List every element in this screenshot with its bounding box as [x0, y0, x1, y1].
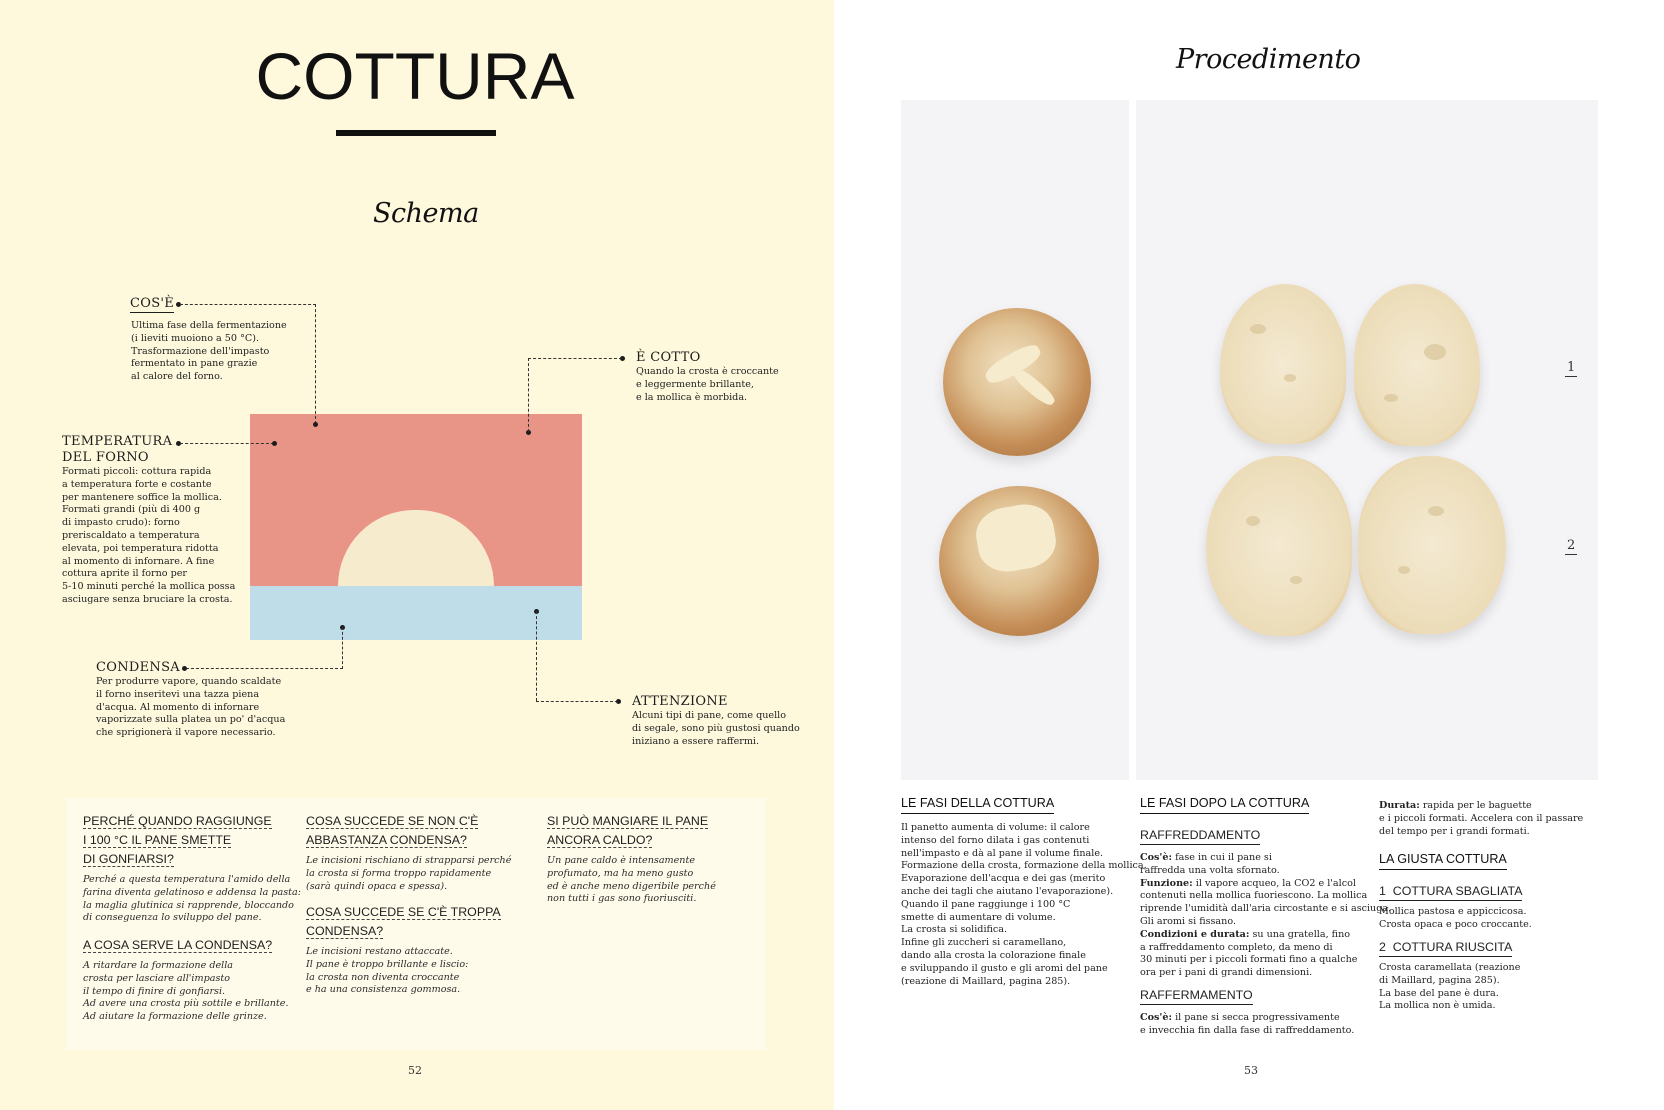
connector-line [180, 304, 316, 305]
photo-whole-loaves [901, 100, 1129, 780]
faq-question-text: COSA SUCCEDE SE NON C'È ABBASTANZA CONDENSA? [306, 814, 479, 847]
page-number: 53 [1244, 1064, 1258, 1077]
faq-question-text: A COSA SERVE LA CONDENSA? [83, 938, 273, 952]
connector-line [342, 627, 343, 669]
oven-diagram-floor [250, 586, 582, 640]
faq-question-text: SI PUÒ MANGIARE IL PANE ANCORA CALDO? [547, 814, 709, 847]
faq-answer: Le incisioni restano attaccate. Il pane è troppo brillante e liscio: la crosta non diventa croccante e ha una consistenza gommosa. [306, 946, 469, 996]
text-cottura-riuscita: Crosta caramellata (reazione di Maillard, pagina 285). La base del pane è dura. La mollica non è umida. [1379, 962, 1521, 1012]
right-page [834, 0, 1664, 1110]
faq-question-text: COSA SUCCEDE SE C'È TROPPA CONDENSA? [306, 905, 501, 938]
callout-attenzione-text: Alcuni tipi di pane, come quello di segale, sono più gustosi quando iniziano a essere raffermi. [632, 710, 800, 747]
callout-temperatura-text: Formati piccoli: cottura rapida a temperatura forte e costante per mantenere soffice la mollica. Formati grandi (più di 400 g di impasto crudo): forno preriscaldato a temperatura elevata, poi temperatura ridotta al momento di infornare. A fine cottura aprite il forno per 5-10 minuti perché la mollica possa asciugare senza bruciare la crosta. [62, 466, 236, 605]
title-underline [336, 130, 496, 136]
text-raffermamento: Cos'è: il pane si secca progressivamente e invecchia fin dalla fase di raffreddamento. [1140, 1012, 1355, 1036]
heading-giusta-cottura: LA GIUSTA COTTURA [1379, 852, 1507, 870]
whole-loaf-image [939, 486, 1099, 636]
connector-line [536, 701, 618, 702]
faq-answer: Le incisioni rischiano di strapparsi perché la crosta si forma troppo rapidamente (sarà quindi opaca e spessa). [306, 855, 512, 892]
cut-loaf-image [1206, 456, 1352, 636]
row-label-1: 1 [1567, 360, 1576, 375]
heading-fasi-cottura: LE FASI DELLA COTTURA [901, 796, 1054, 814]
faq-question-text: PERCHÉ QUANDO RAGGIUNGE I 100 °C IL PANE SMETTE DI GONFIARSI? [83, 814, 272, 866]
connector-dot [272, 441, 277, 446]
faq-question [83, 936, 272, 955]
connector-dot [616, 699, 621, 704]
text-durata: Durata: rapida per le baguette e i piccoli formati. Accelera con il passare del tempo per i grandi formati. [1379, 800, 1584, 837]
text-cottura-sbagliata: Mollica pastosa e appiccicosa. Crosta opaca e poco croccante. [1379, 906, 1532, 930]
cut-loaf-image [1220, 284, 1346, 444]
faq-answer: A ritardare la formazione della crosta per lasciare all'impasto il tempo di finire di gonfiarsi. Ad avere una crosta più sottile e brillante. Ad aiutare la formazione delle grinze. [83, 960, 289, 1023]
subheading-raffreddamento: RAFFREDDAMENTO [1140, 828, 1260, 845]
callout-cose-title: COS'È [130, 296, 175, 311]
subheading-cottura-sbagliata: 1 COTTURA SBAGLIATA [1379, 884, 1522, 901]
callout-condensa-title: CONDENSA [96, 660, 180, 675]
cut-loaf-image [1354, 284, 1480, 446]
heading-fasi-dopo-cottura: LE FASI DOPO LA COTTURA [1140, 796, 1309, 814]
connector-line [180, 443, 274, 444]
text-fasi-cottura: Il panetto aumenta di volume: il calore intenso del forno dilata i gas contenuti nell'impasto e dà al pane il volume finale. Formazione della crosta, formazione della mollica. Evaporazione dell'acqua e dei gas (merito anche dei tagli che aiutano l'evaporazione). Quando il pane raggiunge i 100 °C smette di aumentare di volume. La crosta si solidifica. Infine gli zuccheri si caramellano, dando alla crosta la colorazione finale e sviluppando il gusto e gli aromi del pane (reazione di Maillard, pagina 285). [901, 822, 1147, 987]
faq-question [83, 812, 272, 869]
callout-condensa-text: Per produrre vapore, quando scaldate il forno inseritevi una tazza piena d'acqua. Al momento di infornare vaporizzate sulla platea un po' d'acqua che sprigionerà il vapore necessario. [96, 676, 286, 739]
faq-question [547, 812, 708, 850]
connector-dot [313, 422, 318, 427]
faq-question [306, 903, 501, 941]
row-label-2: 2 [1567, 538, 1576, 553]
callout-attenzione-title: ATTENZIONE [632, 694, 728, 709]
connector-dot [620, 356, 625, 361]
faq-answer: Perché a questa temperatura l'amido della farina diventa gelatinoso e addensa la pasta: la maglia glutinica si rapprende, bloccando di conseguenza lo sviluppo del pane. [83, 874, 301, 924]
connector-line [536, 611, 537, 701]
connector-line [186, 668, 343, 669]
connector-line [315, 304, 316, 424]
subheading-raffermamento: RAFFERMAMENTO [1140, 988, 1253, 1005]
connector-line [528, 358, 529, 432]
page-title: COTTURA [255, 39, 575, 113]
faq-answer: Un pane caldo è intensamente profumato, ma ha meno gusto ed è anche meno digeribile perché non tutti i gas sono fuoriusciti. [547, 855, 716, 905]
faq-question [306, 812, 478, 850]
callout-e-cotto-text: Quando la crosta è croccante e leggermente brillante, e la mollica è morbida. [636, 366, 779, 403]
connector-dot [182, 666, 187, 671]
subheading-cottura-riuscita: 2 COTTURA RIUSCITA [1379, 940, 1512, 957]
photo-cut-loaves [1136, 100, 1598, 780]
whole-loaf-image [943, 308, 1091, 456]
schema-subtitle: Schema [373, 198, 479, 229]
text-raffreddamento: Cos'è: fase in cui il pane si raffredda una volta sfornato. Funzione: il vapore acqueo, la CO2 e l'alcol contenuti nella mollica fuoriescono. La mollica riprende l'umidità dall'aria circostante e si asciuga. Gli aromi si fissano. Condizioni e durata: su una gratella, fino a raffreddamento completo, da meno di 30 minuti per i piccoli formati fino a qualche ora per i pani di grandi dimensioni. [1140, 852, 1392, 979]
callout-cose-text: Ultima fase della fermentazione (i lieviti muoiono a 50 °C). Trasformazione dell'impasto fermentato in pane grazie al calore del forno. [131, 320, 287, 383]
procedimento-subtitle: Procedimento [1176, 44, 1361, 75]
page-number: 52 [408, 1064, 422, 1077]
cut-loaf-image [1358, 456, 1506, 634]
callout-e-cotto-title: È COTTO [636, 350, 701, 365]
callout-temperatura-title: TEMPERATURA DEL FORNO [62, 434, 173, 465]
connector-line [528, 358, 622, 359]
